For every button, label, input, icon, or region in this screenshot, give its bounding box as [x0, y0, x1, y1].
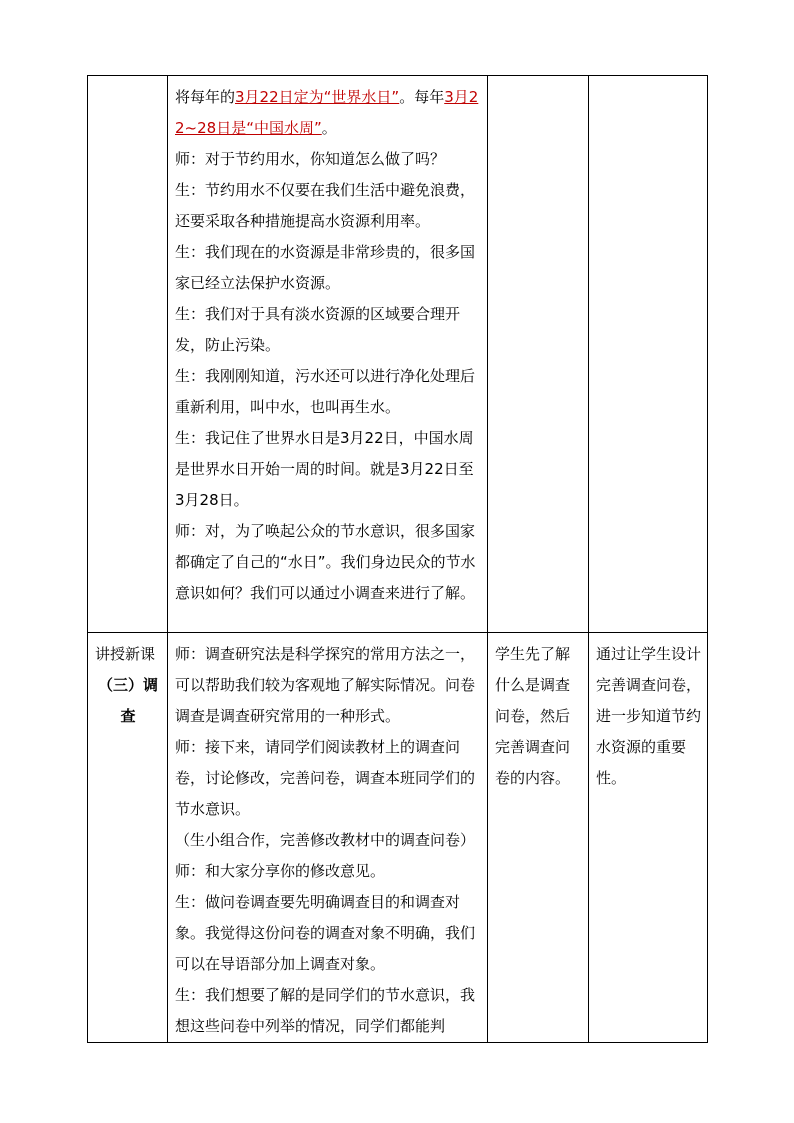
design-intent-text: 通过让学生设计完善调查问卷，进一步知道节约水资源的重要性。	[596, 645, 702, 787]
stage-cell-empty	[88, 76, 168, 633]
table-row	[88, 633, 708, 1043]
intro-text: 。每年	[399, 88, 445, 106]
student-activity-text: 学生先了解什么是调查问卷，然后完善调查问卷的内容。	[495, 645, 571, 787]
stage-cell	[88, 633, 168, 1043]
lesson-plan-table	[87, 75, 708, 1043]
dialogue-line: 生：做问卷调查要先明确调查目的和调查对象。我觉得这份问卷的调查对象不明确，我们可以在导语部分加上调查对象。	[175, 893, 476, 973]
dialogue-line: （生小组合作，完善修改教材中的调查问卷）	[175, 831, 476, 849]
stage-label: 讲授新课	[95, 645, 156, 663]
dialogue-line: 生：我记住了世界水日是3月22日，中国水周是世界水日开始一周的时间。就是3月22日至3月28日。	[175, 429, 474, 509]
dialogue-line: 生：我们想要了解的是同学们的节水意识，我想这些问卷中列举的情况，同学们都能判	[175, 986, 476, 1035]
teacher-student-dialogue-cell	[168, 76, 488, 633]
china-water-week-highlight: 3月22~28日是“中国水周”	[175, 88, 479, 137]
intro-text: 。	[321, 119, 337, 137]
dialogue-line: 生：我们现在的水资源是非常珍贵的，很多国家已经立法保护水资源。	[175, 243, 476, 292]
table-row	[88, 76, 708, 633]
dialogue-line: 生：我刚刚知道，污水还可以进行净化处理后重新利用，叫中水，也叫再生水。	[175, 367, 476, 416]
dialogue-line: 师：对，为了唤起公众的节水意识，很多国家都确定了自己的“水日”。我们身边民众的节水意识如何？我们可以通过小调查来进行了解。	[175, 522, 476, 602]
dialogue-line: 生：节约用水不仅要在我们生活中避免浪费，还要采取各种措施提高水资源利用率。	[175, 181, 476, 230]
dialogue-line: 师：接下来，请同学们阅读教材上的调查问卷，讨论修改，完善问卷，调查本班同学们的节水意识。	[175, 738, 476, 818]
student-activity-cell	[488, 633, 589, 1043]
dialogue-line: 生：我们对于具有淡水资源的区域要合理开发，防止污染。	[175, 305, 461, 354]
student-activity-cell-empty	[488, 76, 589, 633]
intro-text: 将每年的	[175, 88, 236, 106]
teacher-student-dialogue-cell	[168, 633, 488, 1043]
intro-paragraph	[175, 82, 481, 144]
design-intent-cell-empty	[589, 76, 708, 633]
design-intent-cell	[589, 633, 708, 1043]
stage-section-title: （三）调查	[97, 676, 158, 725]
dialogue-line: 师：对于节约用水，你知道怎么做了吗？	[175, 150, 446, 168]
world-water-day-highlight: 3月22日定为“世界水日”	[235, 88, 400, 106]
dialogue-line: 师：和大家分享你的修改意见。	[175, 862, 386, 880]
dialogue-line: 师：调查研究法是科学探究的常用方法之一，可以帮助我们较为客观地了解实际情况。问卷调查是调查研究常用的一种形式。	[175, 645, 476, 725]
